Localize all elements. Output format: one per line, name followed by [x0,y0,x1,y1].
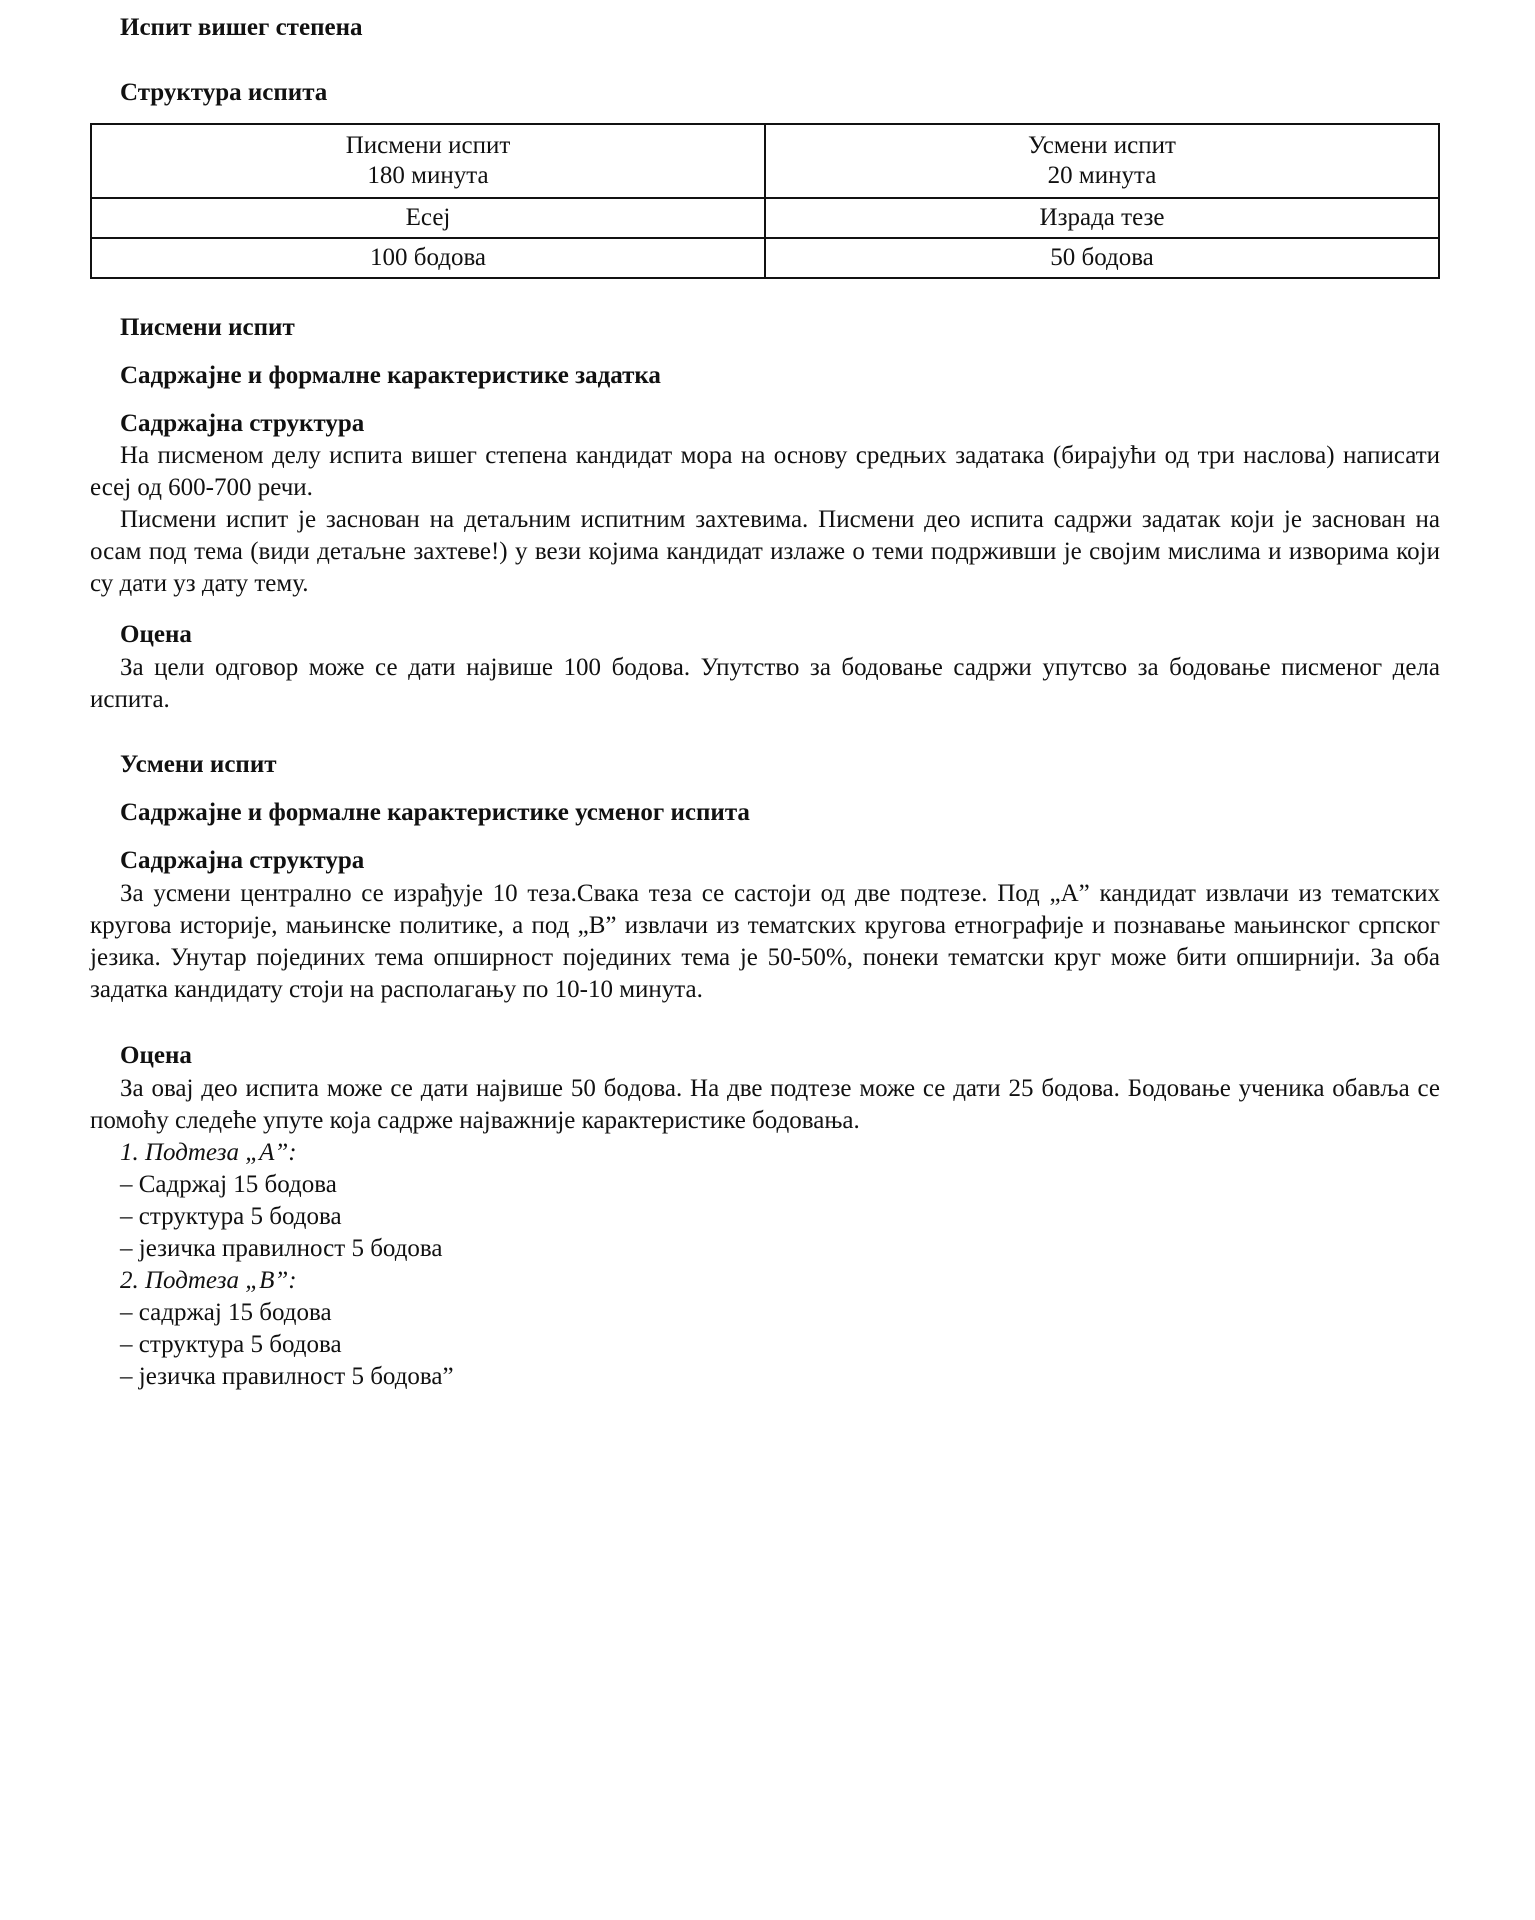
document-title: Испит вишег степена [120,14,363,41]
written-paragraph-1: На писменом делу испита вишег степена кандидат мора на основу средњих задатака (бирајући од три наслова) написати есеј од 600-700 речи. [90,442,1440,501]
table-cell: Писмени испит 180 минута [91,124,765,198]
table-row [91,198,1439,238]
list-item: 1. Подтеза „А”: [120,1139,297,1166]
table-cell: Усмени испит 20 минута [765,124,1439,198]
list-item: – садржај 15 бодова [120,1299,332,1326]
oral-subheading: Садржајне и формалне карактеристике усменог испита [120,799,750,826]
written-content-heading: Садржајна структура [120,410,365,437]
oral-paragraph-2: За овај део испита може се дати највише 50 бодова. На две подтезе може се дати 25 бодова. Бодовање ученика обавља се помоћу следеће упуте која садрже најважније карактеристике бодовања. [90,1075,1440,1134]
list-item: – Садржај 15 бодова [120,1171,337,1198]
written-exam-heading: Писмени испит [120,314,295,341]
table-cell: Есеј [91,198,765,238]
table-cell: 100 бодова [91,238,765,278]
list-item: – структура 5 бодова [120,1203,342,1230]
oral-exam-heading: Усмени испит [120,751,277,778]
written-paragraph-3: За цели одговор може се дати највише 100 бодова. Упутство за бодовање садржи упутсво за бодовање писменог дела испита. [90,654,1440,713]
written-grade-heading: Оцена [120,621,192,648]
oral-content-heading: Садржајна структура [120,847,365,874]
structure-heading: Структура испита [120,79,328,106]
oral-paragraph-1: За усмени централно се израђује 10 теза.Свака теза се састоји од две подтезе. Под „А” кандидат извлачи из тематских кругова историје, мањинске политике, а под „В” извлачи из тематских кругова етнографије и познавање мањинског српског језика. Унутар појединих тема опширност појединих тема је 50-50%, понеки тематски круг може бити опширнији. За оба задатка кандидату стоји на располагању по 10-10 минута. [90,880,1440,1003]
written-subheading: Садржајне и формалне карактеристике задатка [120,362,661,389]
list-item: – језичка правилност 5 бодова [120,1235,443,1262]
table-row [91,124,1439,198]
list-item: 2. Подтеза „В”: [120,1267,297,1294]
list-item: – структура 5 бодова [120,1331,342,1358]
list-item: – језичка правилност 5 бодова” [120,1363,454,1390]
table-row [91,238,1439,278]
exam-structure-table [90,123,1440,279]
table-cell: Израда тезе [765,198,1439,238]
written-paragraph-2: Писмени испит је заснован на детаљним испитним захтевима. Писмени део испита садржи задатак који је заснован на осам под тема (види детаљне захтеве!) у вези којима кандидат излаже о теми подрживши је својим мислима и изворима који су дати уз дату тему. [90,506,1440,597]
oral-grade-heading: Оцена [120,1042,192,1069]
table-cell: 50 бодова [765,238,1439,278]
